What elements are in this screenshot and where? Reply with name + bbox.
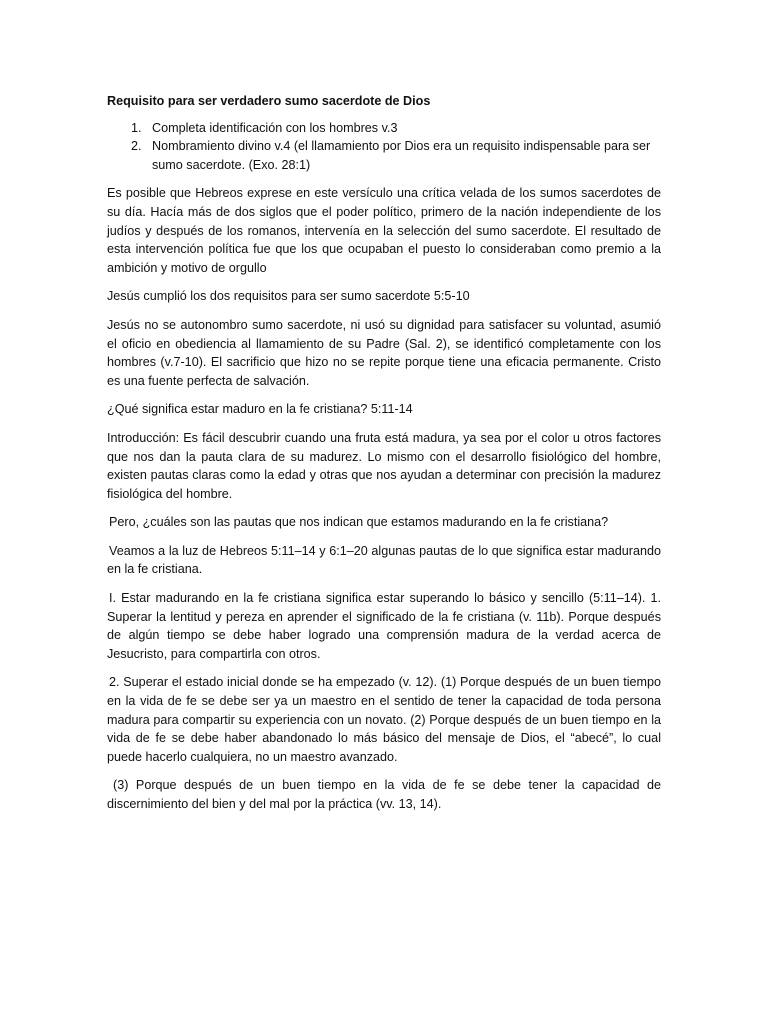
paragraph-pautas-question: Pero, ¿cuáles son las pautas que nos indican que estamos madurando en la fe cristiana? [109,515,609,530]
paragraph-point-two: 2. Superar el estado inicial donde se ha empezado (v. 12). (1) Porque después de un buen tiempo en la vida de fe se debe ser ya un maestro en el sentido de tener la capacidad de toda persona madura para compartir su experiencia con un novato. (2) Porque después de un buen tiempo en la vida de fe se debe haber abandonado lo más básico del mensaje de Dios, el “abecé”, lo cual puede hacerlo cualquiera, no un maestro avanzado. [107,675,661,764]
list-item-text: Completa identificación con los hombres v.3 [152,120,398,135]
paragraph-question: ¿Qué significa estar maduro en la fe cristiana? 5:11-14 [107,402,413,417]
requirements-list [107,119,661,175]
list-item-number: 1. [131,120,142,135]
paragraph-introduction: Introducción: Es fácil descubrir cuando una fruta está madura, ya sea por el color u otros factores que nos dan la pauta clara de su madurez. Lo mismo con el desarrollo fisiológico del hombre, existen pautas claras como la edad y otras que nos ayudan a determinar con precisión la madurez fisiológica del hombre. [107,430,661,501]
paragraph-veamos: Veamos a la luz de Hebreos 5:11–14 y 6:1–20 algunas pautas de lo que significa estar madurando en la fe cristiana. [107,543,661,577]
document-title: Requisito para ser verdadero sumo sacerdote de Dios [107,94,431,108]
paragraph-requirements-heading: Jesús cumplió los dos requisitos para ser sumo sacerdote 5:5-10 [107,289,470,304]
paragraph-criticism: Es posible que Hebreos exprese en este versículo una crítica velada de los sumos sacerdotes de su día. Hacía más de dos siglos que el poder político, primero de la nación independiente de los judíos y después de los romanos, intervenía en la selección del sumo sacerdote. El resultado de esta intervención política fue que los que ocupaban el puesto lo consideraban como premio a la ambición y motivo de orgullo [107,186,661,275]
paragraph-point-three: (3) Porque después de un buen tiempo en la vida de fe se debe tener la capacidad de discernimiento del bien y del mal por la práctica (vv. 13, 14). [107,778,661,811]
paragraph-point-one: I. Estar madurando en la fe cristiana significa estar superando lo básico y sencillo (5:11–14). 1. Superar la lentitud y pereza en aprender el significado de la fe cristiana (v. 11b). Porque después de algún tiempo se debe haber logrado una comprensión madura de la verdad acerca de Jesucristo, para compartirla con otros. [107,591,661,661]
list-item [107,137,661,174]
list-item [107,119,661,138]
list-item-text: Nombramiento divino v.4 (el llamamiento por Dios era un requisito indispensable para ser sumo sacerdote. (Exo. 28:1) [152,139,651,172]
paragraph-jesus: Jesús no se autonombro sumo sacerdote, ni usó su dignidad para satisfacer su voluntad, asumió el oficio en obediencia al llamamiento de su Padre (Sal. 2), se identificó completamente con los hombres (v.7-10). El sacrificio que hizo no se repite porque tiene una eficacia permanente. Cristo es una fuente perfecta de salvación. [107,317,661,388]
document-page [107,92,661,824]
list-item-number: 2. [131,139,142,154]
